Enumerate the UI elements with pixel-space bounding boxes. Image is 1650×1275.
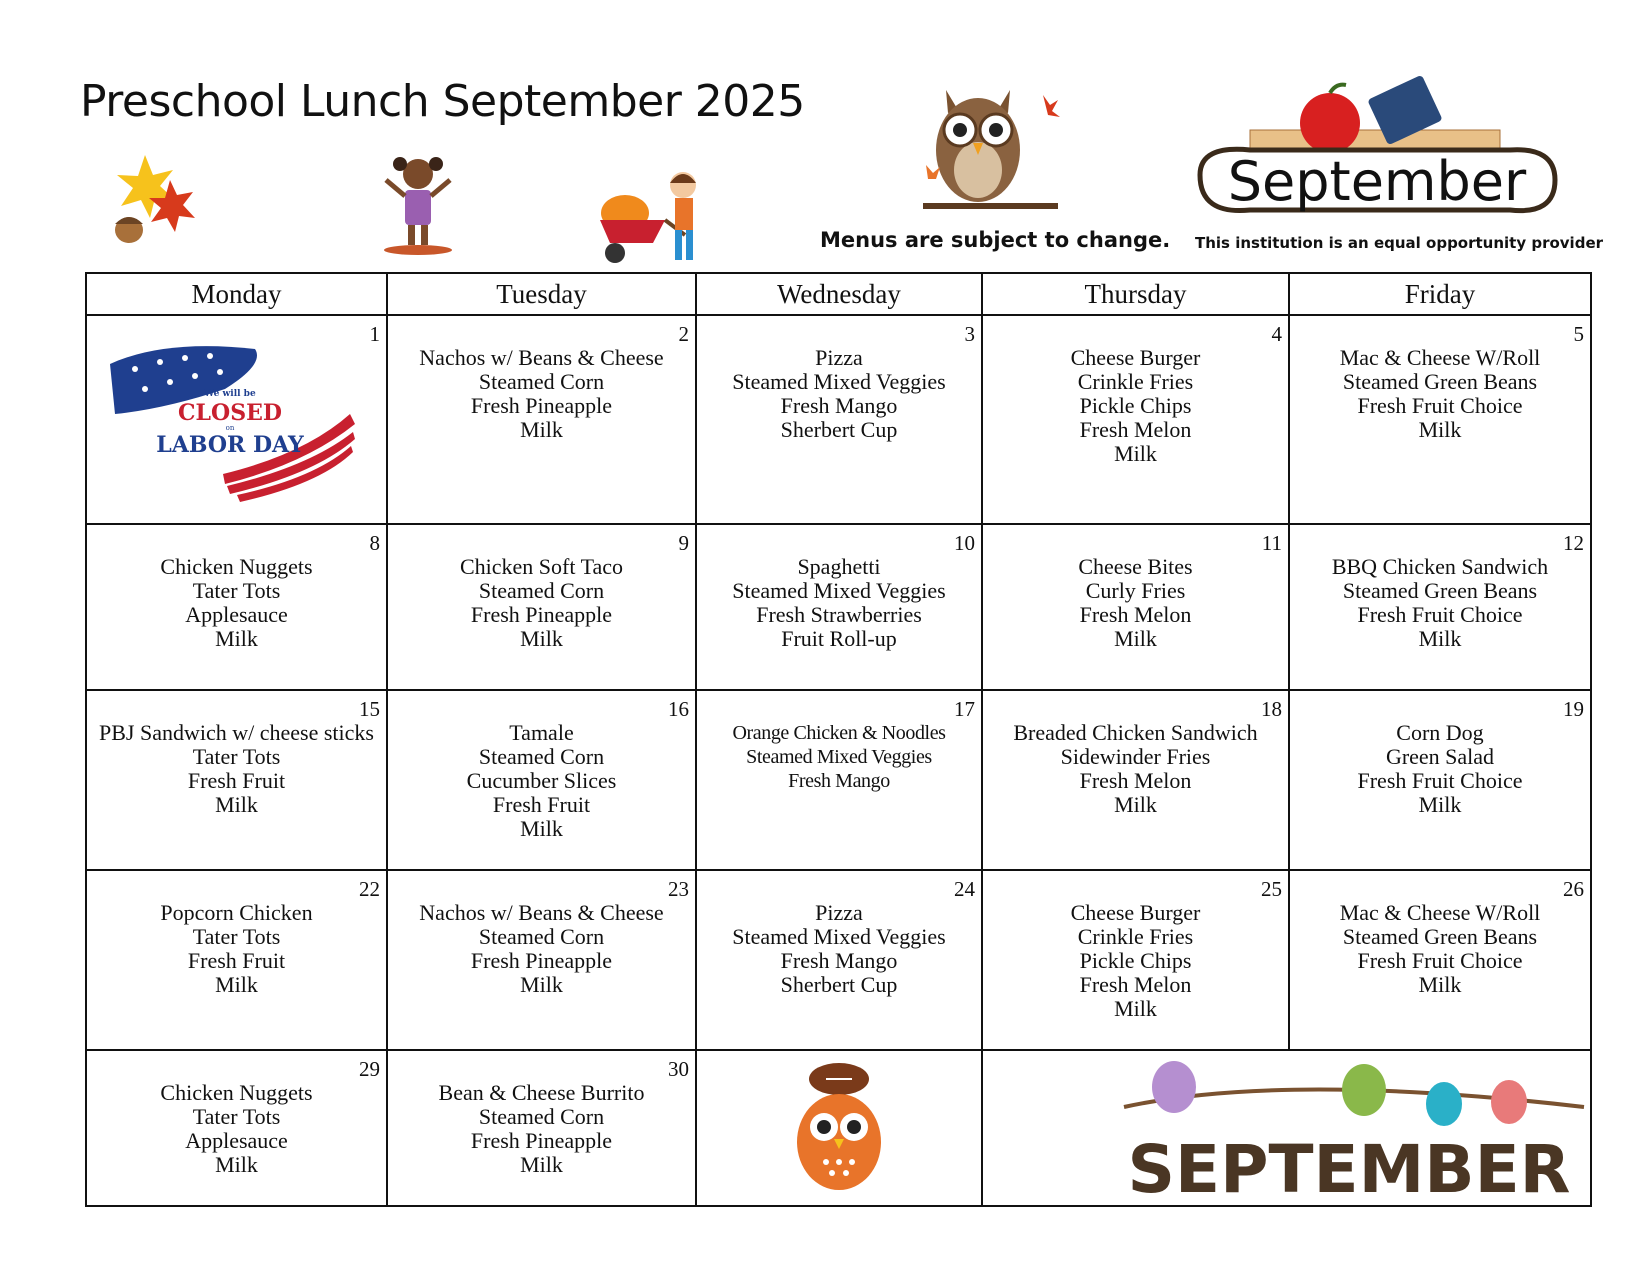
menu-item: Steamed Corn <box>478 577 605 603</box>
menu-item: Fresh Pineapple <box>470 393 613 418</box>
day-cell <box>86 315 387 524</box>
menu-item: Milk <box>520 417 563 442</box>
menu-item: Fresh Melon <box>1079 601 1192 627</box>
menu-item: Popcorn Chicken <box>160 900 313 926</box>
menu-item: BBQ Chicken Sandwich <box>1331 553 1549 579</box>
day-number: 25 <box>1261 877 1282 902</box>
girl-clipart-icon <box>378 152 458 257</box>
day-number: 24 <box>954 877 975 902</box>
autumn-leaves-icon <box>105 150 200 250</box>
closed-line4: LABOR DAY <box>156 432 304 458</box>
menu-item: Breaded Chicken Sandwich <box>1013 719 1258 745</box>
menu-item: Steamed Mixed Veggies <box>746 745 932 768</box>
footer-banner-cell <box>982 1050 1591 1206</box>
day-cell <box>86 870 387 1050</box>
menu-item: Fresh Fruit <box>492 791 591 817</box>
day-cell <box>86 690 387 871</box>
menu-item: Milk <box>215 791 258 817</box>
menu-item: Fresh Mango <box>780 393 898 418</box>
owls-on-branch-icon <box>984 1052 1589 1200</box>
day-cell <box>696 690 982 871</box>
menu-item: Steamed Mixed Veggies <box>732 577 946 603</box>
menu-item: Milk <box>1418 625 1462 651</box>
day-cell <box>982 870 1289 1050</box>
menu-items <box>87 901 386 997</box>
day-cell <box>387 1050 696 1206</box>
menu-change-notice: Menus are subject to change. <box>820 228 1171 252</box>
day-cell <box>387 690 696 871</box>
day-cell <box>387 524 696 690</box>
day-number: 15 <box>359 696 380 721</box>
menu-item: Pizza <box>815 345 863 370</box>
menu-item: Milk <box>215 1152 258 1178</box>
weekday-header-row <box>86 273 1591 315</box>
day-cell <box>1289 524 1591 690</box>
equal-opportunity-statement: This institution is an equal opportunity provider <box>1195 234 1604 252</box>
menu-item: Chicken Nuggets <box>160 553 313 579</box>
menu-item: Tater Tots <box>192 743 281 769</box>
football-owl-cell <box>696 1050 982 1206</box>
footer-banner-text: SEPTEMBER <box>1127 1131 1571 1200</box>
day-number: 8 <box>369 530 380 555</box>
day-number: 2 <box>678 322 689 346</box>
menu-items <box>697 346 981 442</box>
menu-item: Milk <box>1114 441 1157 466</box>
menu-item: Tater Tots <box>192 1104 281 1130</box>
menu-items <box>388 555 695 651</box>
menu-item: Fresh Pineapple <box>470 601 613 627</box>
menu-item: Pizza <box>815 900 863 926</box>
day-cell <box>696 524 982 690</box>
menu-item: Fresh Melon <box>1079 767 1192 793</box>
menu-item: Cheese Bites <box>1078 553 1193 579</box>
menu-item: Milk <box>520 1152 563 1178</box>
day-number: 11 <box>1261 530 1282 555</box>
menu-item: Mac & Cheese W/Roll <box>1339 900 1541 926</box>
menu-item: Steamed Mixed Veggies <box>732 924 946 950</box>
closed-line2: CLOSED <box>178 400 282 426</box>
wheelbarrow-clipart-icon <box>595 165 715 270</box>
day-number: 10 <box>954 530 975 555</box>
menu-item: Fresh Strawberries <box>756 601 922 627</box>
day-cell <box>1289 870 1591 1050</box>
menu-item: Green Salad <box>1385 743 1495 769</box>
weekday-header: Tuesday <box>387 273 696 315</box>
september-banner-icon <box>1190 75 1565 235</box>
menu-item: Chicken Nuggets <box>160 1080 313 1106</box>
menu-item: Mac & Cheese W/Roll <box>1339 345 1541 370</box>
menu-items <box>388 901 695 997</box>
day-number: 26 <box>1563 877 1584 902</box>
menu-item: Steamed Green Beans <box>1342 369 1538 394</box>
day-number: 4 <box>1271 322 1282 346</box>
menu-items <box>87 555 386 651</box>
menu-item: Crinkle Fries <box>1077 924 1194 950</box>
menu-items <box>1290 721 1590 817</box>
day-number: 29 <box>359 1057 380 1082</box>
menu-item: Milk <box>520 625 563 651</box>
menu-item: Corn Dog <box>1396 719 1484 745</box>
menu-item: Pickle Chips <box>1079 393 1192 418</box>
weekday-header: Friday <box>1289 273 1591 315</box>
menu-item: Fresh Pineapple <box>470 948 613 974</box>
menu-item: Sherbert Cup <box>780 417 898 442</box>
menu-items <box>388 721 695 841</box>
menu-item: Fresh Fruit <box>187 767 286 793</box>
menu-item: Fresh Melon <box>1079 417 1192 442</box>
menu-item: Steamed Corn <box>478 369 605 394</box>
owl-clipart-icon <box>918 75 1063 220</box>
week-row <box>86 315 1591 524</box>
menu-item: Fruit Roll-up <box>781 625 897 651</box>
weekday-header: Wednesday <box>696 273 982 315</box>
menu-item: Applesauce <box>185 1128 288 1154</box>
day-number: 19 <box>1563 696 1584 721</box>
menu-item: Steamed Green Beans <box>1342 577 1538 603</box>
day-cell <box>1289 690 1591 871</box>
day-number: 5 <box>1573 322 1584 346</box>
menu-item: Milk <box>1114 996 1157 1022</box>
menu-item: Milk <box>520 815 563 841</box>
closed-line1: We will be <box>204 389 256 399</box>
menu-item: Milk <box>1114 791 1157 817</box>
menu-item: Applesauce <box>185 601 288 627</box>
menu-item: Steamed Green Beans <box>1342 924 1538 950</box>
menu-item: Milk <box>215 625 258 651</box>
menu-items <box>1290 555 1590 651</box>
menu-item: Spaghetti <box>797 553 881 579</box>
day-cell <box>982 690 1289 871</box>
menu-item: Steamed Corn <box>478 924 605 950</box>
menu-item: Milk <box>520 972 563 998</box>
weekday-header: Thursday <box>982 273 1289 315</box>
page-title: Preschool Lunch September 2025 <box>80 76 805 127</box>
menu-item: Fresh Fruit Choice <box>1357 948 1523 974</box>
menu-items <box>983 721 1288 817</box>
week-row <box>86 690 1591 871</box>
menu-item: Tater Tots <box>192 924 281 950</box>
menu-item: Nachos w/ Beans & Cheese <box>419 900 664 926</box>
menu-items <box>87 721 386 817</box>
menu-item: Cheese Burger <box>1070 345 1201 370</box>
menu-items <box>983 555 1288 651</box>
menu-item: PBJ Sandwich w/ cheese sticks <box>99 719 374 745</box>
day-number: 18 <box>1261 696 1282 721</box>
menu-item: Milk <box>1418 417 1462 442</box>
menu-item: Curly Fries <box>1085 577 1186 603</box>
menu-item: Cucumber Slices <box>466 767 617 793</box>
day-cell <box>982 524 1289 690</box>
menu-items <box>87 1081 386 1177</box>
day-cell <box>86 524 387 690</box>
day-number: 9 <box>678 530 689 555</box>
week-row <box>86 870 1591 1050</box>
menu-item: Fresh Fruit Choice <box>1357 393 1523 418</box>
menu-items <box>697 721 981 793</box>
day-cell <box>1289 315 1591 524</box>
lunch-calendar <box>85 272 1592 1207</box>
menu-item: Bean & Cheese Burrito <box>438 1080 645 1106</box>
weekday-header: Monday <box>86 273 387 315</box>
menu-item: Pickle Chips <box>1079 948 1192 974</box>
closed-line3: on <box>225 424 235 432</box>
menu-items <box>697 555 981 651</box>
menu-items <box>388 346 695 442</box>
menu-item: Sherbert Cup <box>780 972 898 998</box>
menu-item: Nachos w/ Beans & Cheese <box>419 345 664 370</box>
menu-item: Fresh Mango <box>780 948 898 974</box>
menu-items <box>983 346 1288 466</box>
menu-item: Milk <box>1114 625 1157 651</box>
week-row <box>86 1050 1591 1206</box>
menu-item: Fresh Fruit Choice <box>1357 601 1523 627</box>
menu-item: Fresh Pineapple <box>470 1128 613 1154</box>
menu-item: Chicken Soft Taco <box>459 553 624 579</box>
labor-day-closed-graphic <box>105 334 360 504</box>
menu-item: Tamale <box>509 719 574 745</box>
day-number: 1 <box>369 322 380 346</box>
day-number: 17 <box>954 696 975 721</box>
football-owl-icon <box>764 1057 914 1197</box>
menu-items <box>388 1081 695 1177</box>
menu-item: Fresh Fruit <box>187 948 286 974</box>
week-row <box>86 524 1591 690</box>
menu-item: Milk <box>1418 791 1462 817</box>
menu-item: Crinkle Fries <box>1077 369 1194 394</box>
menu-item: Tater Tots <box>192 577 281 603</box>
day-number: 22 <box>359 877 380 902</box>
menu-item: Cheese Burger <box>1070 900 1201 926</box>
menu-item: Milk <box>1418 972 1462 998</box>
menu-item: Fresh Melon <box>1079 972 1192 998</box>
day-number: 12 <box>1563 530 1584 555</box>
september-banner-text: September <box>1227 150 1527 213</box>
menu-items <box>1290 901 1590 997</box>
day-number: 23 <box>668 877 689 902</box>
menu-item: Fresh Mango <box>788 769 890 792</box>
menu-item: Fresh Fruit Choice <box>1357 767 1523 793</box>
menu-item: Sidewinder Fries <box>1060 743 1211 769</box>
menu-item: Steamed Mixed Veggies <box>732 369 946 394</box>
menu-items <box>697 901 981 997</box>
menu-items <box>1290 346 1590 442</box>
menu-items <box>983 901 1288 1021</box>
menu-item: Orange Chicken & Noodles <box>732 721 946 744</box>
menu-item: Steamed Corn <box>478 743 605 769</box>
menu-item: Milk <box>215 972 258 998</box>
day-cell <box>696 315 982 524</box>
menu-item: Steamed Corn <box>478 1104 605 1130</box>
day-cell <box>982 315 1289 524</box>
day-number: 30 <box>668 1057 689 1082</box>
day-cell <box>387 315 696 524</box>
day-cell <box>387 870 696 1050</box>
day-number: 3 <box>964 322 975 346</box>
day-number: 16 <box>668 696 689 721</box>
day-cell <box>696 870 982 1050</box>
day-cell <box>86 1050 387 1206</box>
flag-icon <box>105 334 360 504</box>
